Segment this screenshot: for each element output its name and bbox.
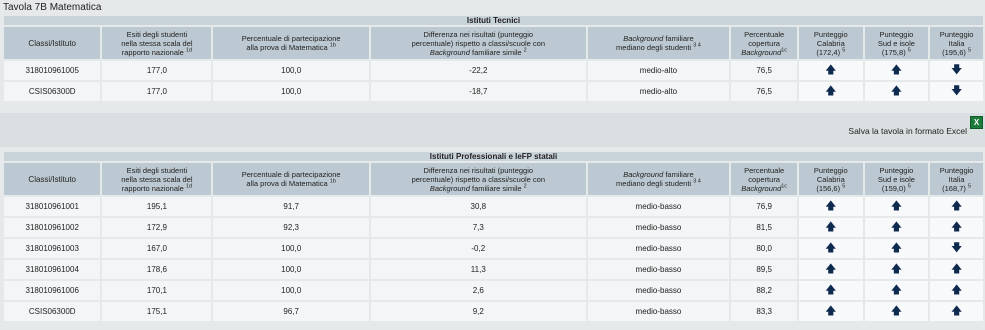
cell-ita [930,82,983,101]
cell-bg: medio-basso [588,239,730,258]
arrow-up-icon: 🡅 [825,85,837,97]
cell-cal [799,218,863,237]
column-header [4,163,100,195]
cell-diff: 2,6 [371,281,586,300]
cell-ita [930,302,983,321]
header-bg-line: familiare [665,34,694,43]
header-cal-line: Calabria [816,38,845,48]
header-cal-line: Calabria [816,174,845,184]
cell-cop: 81,5 [731,218,797,237]
column-header [588,27,730,59]
arrow-up-icon: 🡅 [825,305,837,317]
arrow-up-icon: 🡅 [890,263,903,275]
cell-diff: -0,2 [371,239,586,258]
cell-perc: 92,3 [213,218,369,237]
column-header [930,163,983,195]
header-bg-line: mediano degli studenti [616,179,692,188]
footnote-ref: 2 [523,183,527,189]
footnote-ref: 5 [842,47,846,53]
header-cop-line: copertura [748,38,780,48]
cell-cop: 76,5 [731,61,797,80]
header-esiti-line: Esiti degli studenti [126,165,188,175]
footnote-ref: 1c [781,183,788,189]
cell-classe: 318010961003 [4,239,100,258]
column-header [213,163,369,195]
section-title: Istituti Professionali e IeFP statali [4,152,983,161]
cell-ita [930,61,983,80]
header-bg-line: familiare [665,170,694,179]
column-header [102,27,211,59]
cell-sud [865,302,929,321]
column-header [799,163,863,195]
footnote-ref: 5 [967,183,972,189]
header-cop-italic: Background [741,47,782,57]
cell-sud [865,61,929,80]
arrow-up-icon: 🡅 [890,64,903,76]
footnote-ref: 3 4 [693,178,701,185]
arrow-up-icon: 🡅 [825,284,837,296]
table-istituti-professionali [2,150,985,323]
header-bg-italic: Background [623,170,664,179]
table-row [4,197,983,216]
header-cop-italic: Background [741,183,782,193]
cell-classe: 318010961002 [4,218,100,237]
footnote-ref: 5 [967,47,972,53]
header-cal-line: (156,6) [816,183,841,193]
cell-diff: 11,3 [371,260,586,279]
table-row [4,260,983,279]
header-ita-line: (195,6) [942,47,966,57]
cell-sud [865,218,929,237]
cell-bg: medio-alto [588,61,730,80]
header-classe: Classi/Istituto [28,174,76,184]
page-title: Tavola 7B Matematica [3,2,102,13]
arrow-up-icon: 🡅 [950,305,963,317]
header-cal-line: Punteggio [813,165,848,175]
cell-ita [930,281,983,300]
cell-bg: medio-basso [588,260,730,279]
arrow-up-icon: 🡅 [825,242,837,254]
header-bg-line: mediano degli studenti [616,43,692,52]
arrow-up-icon: 🡅 [825,200,837,212]
save-excel-link[interactable]: Salva la tavola in formato Excel [848,126,967,136]
header-esiti-line: rapporto nazionale [121,47,184,57]
header-diff-italic: Background [429,47,470,57]
cell-perc: 100,0 [213,260,369,279]
cell-cop: 89,5 [731,260,797,279]
cell-cal [799,197,863,216]
header-cal-line: Punteggio [813,29,848,39]
cell-esiti: 177,0 [102,82,211,101]
footnote-ref: 5 [907,183,911,189]
table-row [4,239,983,258]
cell-sud [865,260,929,279]
cell-classe: CSIS06300D [4,302,100,321]
cell-esiti: 178,6 [102,260,211,279]
cell-diff: -22,2 [371,61,586,80]
column-header [865,163,929,195]
column-header [102,163,211,195]
excel-icon[interactable]: X [970,116,983,129]
footnote-ref: 2 [523,47,527,53]
save-bar [0,113,985,147]
arrow-up-icon: 🡅 [825,263,837,275]
cell-bg: medio-basso [588,197,730,216]
cell-cal [799,260,863,279]
section-band [4,152,983,161]
header-sud-line: (159,0) [881,183,906,193]
cell-esiti: 167,0 [102,239,211,258]
cell-cop: 83,3 [731,302,797,321]
arrow-up-icon: 🡅 [950,263,963,275]
header-cop-line: Percentuale [744,165,785,175]
footnote-ref: 5 [842,183,846,189]
column-header [731,27,797,59]
cell-perc: 100,0 [213,239,369,258]
cell-ita [930,239,983,258]
cell-esiti: 177,0 [102,61,211,80]
table-row [4,281,983,300]
cell-perc: 100,0 [213,82,369,101]
arrow-up-icon: 🡅 [890,200,903,212]
cell-cal [799,302,863,321]
footnote-ref: 1d [185,47,193,53]
cell-diff: -18,7 [371,82,586,101]
cell-ita [930,260,983,279]
cell-bg: medio-basso [588,281,730,300]
header-diff-italic: Background [429,183,470,193]
header-perc-line: alla prova di Matematica [246,43,328,52]
header-esiti-line: Esiti degli studenti [126,29,188,39]
footnote-ref: 1d [185,183,193,189]
footnote-ref: 3 4 [693,42,701,49]
header-sud-line: Sud e isole [877,174,915,184]
column-header [731,163,797,195]
header-esiti-line: nella stessa scala del [121,174,193,184]
column-header [799,27,863,59]
footnote-ref: 5 [907,47,911,53]
cell-ita [930,218,983,237]
cell-perc: 100,0 [213,281,369,300]
header-perc-line: Percentuale di partecipazione [241,34,341,43]
cell-sud [865,239,929,258]
cell-diff: 30,8 [371,197,586,216]
cell-cal [799,281,863,300]
cell-classe: 318010961005 [4,61,100,80]
cell-classe: CSIS06300D [4,82,100,101]
arrow-down-icon: 🡇 [950,85,963,97]
column-header [371,163,586,195]
cell-classe: 318010961001 [4,197,100,216]
header-diff-line: percentuale) rispetto a classi/scuole con [411,174,545,184]
footnote-ref: 1c [781,47,788,53]
header-esiti-line: nella stessa scala del [121,38,193,48]
header-ita-line: Punteggio [939,29,974,39]
table-istituti-tecnici [2,14,985,103]
cell-esiti: 175,1 [102,302,211,321]
cell-classe: 318010961006 [4,281,100,300]
cell-perc: 100,0 [213,61,369,80]
cell-cop: 76,9 [731,197,797,216]
cell-esiti: 172,9 [102,218,211,237]
column-header [865,27,929,59]
header-row [4,163,983,195]
cell-sud [865,281,929,300]
arrow-up-icon: 🡅 [825,64,837,76]
header-diff-line: Differenza nei risultati (punteggio [423,29,534,39]
arrow-up-icon: 🡅 [825,221,837,233]
arrow-up-icon: 🡅 [950,200,963,212]
header-diff-line: Differenza nei risultati (punteggio [423,165,534,175]
table-row [4,218,983,237]
header-perc-line: Percentuale di partecipazione [241,170,341,179]
arrow-up-icon: 🡅 [890,284,903,296]
cell-diff: 7,3 [371,218,586,237]
column-header [4,27,100,59]
cell-esiti: 195,1 [102,197,211,216]
arrow-down-icon: 🡇 [950,64,963,76]
arrow-up-icon: 🡅 [890,221,903,233]
cell-cop: 88,2 [731,281,797,300]
header-sud-line: (175,8) [881,47,906,57]
column-header [213,27,369,59]
header-sud-line: Punteggio [879,165,914,175]
arrow-up-icon: 🡅 [890,242,903,254]
header-diff-line: familiare simile [471,47,522,57]
table-row [4,302,983,321]
footnote-ref: 1b [329,42,336,49]
header-cop-line: copertura [748,174,780,184]
arrow-down-icon: 🡇 [950,242,963,254]
section-band [4,16,983,25]
column-header [588,163,730,195]
cell-perc: 96,7 [213,302,369,321]
cell-esiti: 170,1 [102,281,211,300]
table-row [4,61,983,80]
cell-bg: medio-basso [588,302,730,321]
header-esiti-line: rapporto nazionale [121,183,184,193]
footnote-ref: 1b [329,178,336,185]
header-row [4,27,983,59]
cell-cal [799,239,863,258]
header-sud-line: Sud e isole [877,38,915,48]
cell-cop: 76,5 [731,82,797,101]
arrow-up-icon: 🡅 [950,221,963,233]
column-header [930,27,983,59]
header-ita-line: (168,7) [942,183,966,193]
header-diff-line: percentuale) rispetto a classi/scuole con [411,38,545,48]
table-row [4,82,983,101]
cell-cal [799,61,863,80]
header-diff-line: familiare simile [471,183,522,193]
arrow-up-icon: 🡅 [890,305,903,317]
arrow-up-icon: 🡅 [890,85,903,97]
header-ita-line: Punteggio [939,165,974,175]
cell-cop: 80,0 [731,239,797,258]
cell-sud [865,82,929,101]
cell-cal [799,82,863,101]
cell-diff: 9,2 [371,302,586,321]
header-ita-line: Italia [948,38,965,48]
header-ita-line: Italia [948,174,965,184]
cell-classe: 318010961004 [4,260,100,279]
cell-perc: 91,7 [213,197,369,216]
header-bg-italic: Background [623,34,664,43]
section-title: Istituti Tecnici [4,16,983,25]
arrow-up-icon: 🡅 [950,284,963,296]
cell-ita [930,197,983,216]
header-perc-line: alla prova di Matematica [246,179,328,188]
header-cal-line: (172,4) [816,47,841,57]
cell-bg: medio-alto [588,82,730,101]
header-sud-line: Punteggio [879,29,914,39]
header-cop-line: Percentuale [744,29,785,39]
cell-bg: medio-basso [588,218,730,237]
cell-sud [865,197,929,216]
column-header [371,27,586,59]
header-classe: Classi/Istituto [28,38,76,48]
